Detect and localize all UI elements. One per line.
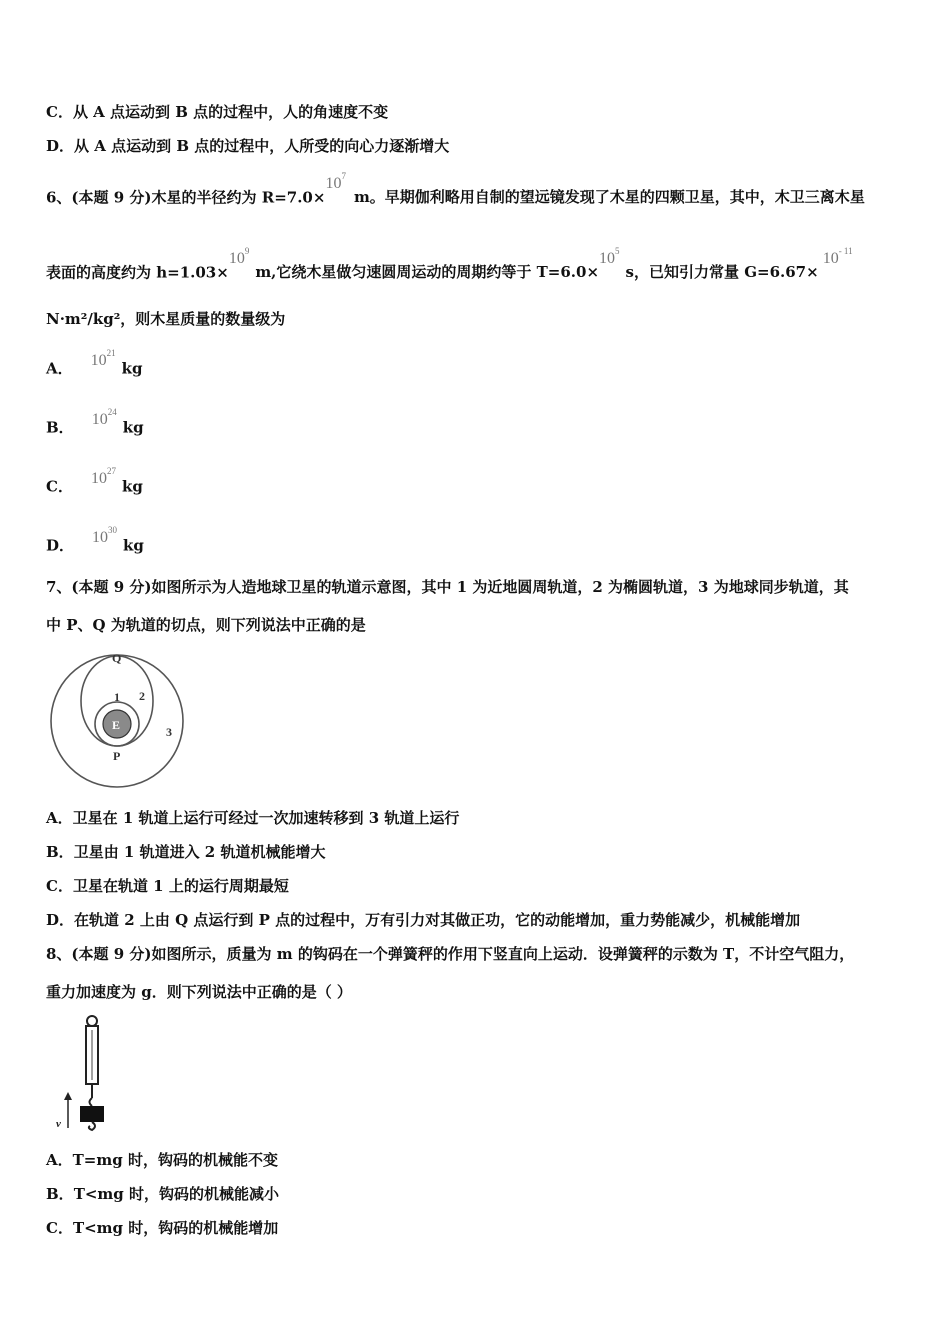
q7-option-b (46, 842, 325, 862)
velocity-arrow-icon (64, 1092, 72, 1100)
q8-option-a (46, 1150, 278, 1170)
q6-gconst-base: 10 (822, 250, 839, 268)
q6-gconst-exp: - 11 (838, 246, 853, 256)
q6-option-b-unit: kg (122, 418, 144, 437)
orbit-diagram (50, 648, 190, 793)
q6-option-b-exp: 24 (107, 407, 117, 417)
q6-height-power (228, 246, 250, 268)
q6-text-moons: m。早期伽利略用自制的望远镜发现了木星的四颗卫星，其中，木卫三离木星 (353, 188, 865, 207)
q6-option-d (46, 525, 144, 556)
q6-text-height: 表面的高度约为 h=1.03× (46, 263, 229, 282)
q7-stem-line1 (46, 577, 849, 597)
q5-option-c (46, 102, 388, 122)
orbit-1-label: 1 (114, 690, 120, 704)
q6-text-units: N·m²/kg²，则木星质量的数量级为 (46, 310, 286, 328)
q8-option-c (46, 1218, 278, 1238)
q6-text-radius: 6、(本题 9 分)木星的半径约为 R=7.0× (46, 188, 326, 207)
q6-option-a (46, 348, 143, 379)
q6-option-a-exp: 21 (106, 348, 116, 358)
q6-option-a-unit: kg (121, 359, 143, 378)
q5-option-c-text: 从 A 点运动到 B 点的过程中，人的角速度不变 (72, 103, 389, 121)
q6-option-d-base: 10 (92, 529, 109, 547)
q7-option-d (46, 910, 800, 930)
q7-option-c-text: 卫星在轨道 1 上的运行周期最短 (72, 877, 289, 895)
hook-weight (80, 1106, 104, 1122)
q6-option-c-letter: C． (46, 477, 73, 496)
orbit-3-label: 3 (166, 725, 172, 739)
q6-period-power (599, 246, 620, 268)
point-q-label: Q (112, 651, 122, 665)
q7-option-a-letter: A． (46, 809, 73, 827)
q6-option-c-base: 10 (90, 470, 107, 488)
q6-radius-base: 10 (325, 175, 342, 193)
q6-text-period: m,它绕木星做匀速圆周运动的周期约等于 T=6.0× (255, 263, 600, 282)
q5-option-c-letter: C． (46, 103, 73, 121)
q6-option-a-power (90, 348, 116, 370)
q7-option-a (46, 808, 459, 828)
q7-option-d-text: 在轨道 2 上由 Q 点运行到 P 点的过程中，万有引力对其做正功，它的动能增加，重力势能减少，机械能增加 (74, 911, 801, 929)
q6-option-b (46, 407, 144, 438)
q6-option-a-base: 10 (90, 352, 107, 370)
q6-option-d-letter: D． (46, 536, 75, 555)
q5-option-d-text: 从 A 点运动到 B 点的过程中，人所受的向心力逐渐增大 (74, 137, 450, 155)
velocity-label: v (56, 1118, 61, 1130)
q6-stem-line3 (46, 309, 285, 329)
orbit-2-label: 2 (139, 689, 145, 703)
q6-option-c (46, 466, 143, 497)
q7-stem-line2 (46, 615, 366, 635)
q8-stem-line2 (46, 982, 352, 1002)
q8-option-a-letter: A． (46, 1151, 73, 1169)
q5-option-d (46, 136, 449, 156)
q6-option-d-power (92, 525, 118, 547)
q6-option-c-exp: 27 (106, 466, 116, 476)
q8-stem-line1 (46, 944, 854, 964)
spring-scale-ring-icon (87, 1016, 97, 1026)
earth-label: E (112, 718, 121, 732)
hook-icon (90, 1098, 93, 1106)
q6-option-c-power (90, 466, 116, 488)
weight-hook-icon (89, 1122, 95, 1130)
q8-option-a-text: T=mg 时，钩码的机械能不变 (72, 1151, 278, 1169)
q6-option-a-letter: A． (46, 359, 73, 378)
q6-stem-line1 (46, 171, 865, 208)
q6-option-b-power (91, 407, 117, 429)
spring-scale-diagram (52, 1012, 122, 1137)
q7-option-d-letter: D． (46, 911, 75, 929)
q7-option-b-text: 卫星由 1 轨道进入 2 轨道机械能增大 (73, 843, 326, 861)
q6-stem-line2 (46, 246, 853, 283)
q6-option-b-base: 10 (91, 411, 108, 429)
q8-option-b-letter: B． (46, 1185, 74, 1203)
q6-gconst-power (822, 246, 853, 268)
q6-text-gconst: s，已知引力常量 G=6.67× (625, 263, 819, 282)
q5-option-d-letter: D． (46, 137, 75, 155)
q6-option-d-exp: 30 (108, 525, 118, 535)
q6-period-exp: 5 (615, 246, 620, 256)
q6-option-d-unit: kg (123, 536, 144, 555)
q6-period-base: 10 (599, 250, 616, 268)
q6-radius-power (325, 171, 346, 193)
q7-option-b-letter: B． (46, 843, 74, 861)
q8-option-b (46, 1184, 279, 1204)
q8-text-1: 8、(本题 9 分)如图所示，质量为 m 的钩码在一个弹簧秤的作用下竖直向上运动．设弹簧秤的示数为 T，不计空气阻力， (46, 945, 855, 963)
q6-option-c-unit: kg (121, 477, 143, 496)
q8-option-c-letter: C． (46, 1219, 73, 1237)
q6-option-b-letter: B． (46, 418, 74, 437)
q7-option-c-letter: C． (46, 877, 73, 895)
q7-option-c (46, 876, 289, 896)
q7-option-a-text: 卫星在 1 轨道上运行可经过一次加速转移到 3 轨道上运行 (72, 809, 460, 827)
point-p-label: P (113, 749, 121, 763)
q8-option-b-text: T<mg 时，钩码的机械能减小 (73, 1185, 280, 1203)
q6-height-exp: 9 (244, 246, 250, 256)
q6-radius-exp: 7 (341, 171, 346, 181)
q7-text-1: 7、(本题 9 分)如图所示为人造地球卫星的轨道示意图，其中 1 为近地圆周轨道，2 为椭圆轨道，3 为地球同步轨道，其 (46, 578, 849, 596)
q7-text-2: 中 P、Q 为轨道的切点，则下列说法中正确的是 (46, 616, 366, 634)
q8-text-2: 重力加速度为 g．则下列说法中正确的是（ ） (46, 983, 352, 1001)
q8-option-c-text: T<mg 时，钩码的机械能增加 (72, 1219, 279, 1237)
q6-height-base: 10 (228, 250, 245, 268)
